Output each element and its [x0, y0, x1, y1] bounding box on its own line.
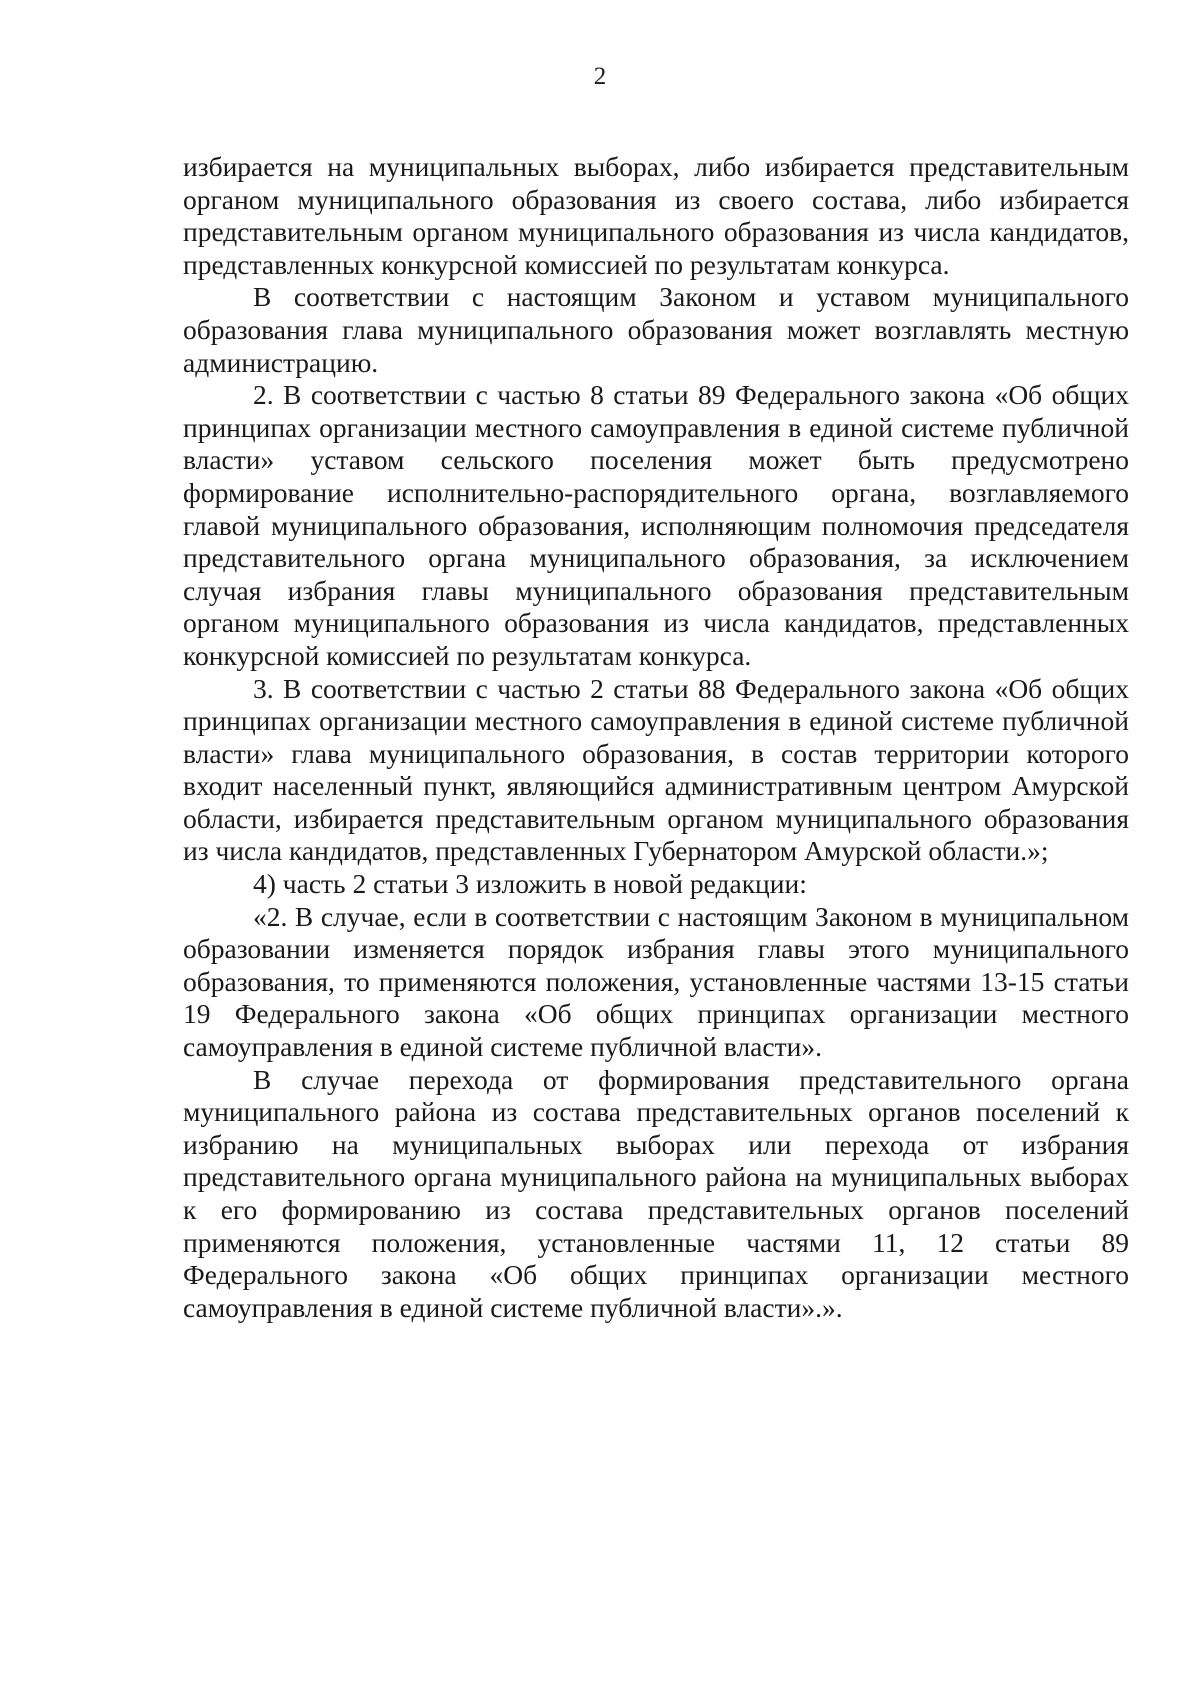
paragraph: В случае перехода от формирования представительного органа муниципального района из состава представительных органов поселений к избранию на муниципальных выборах или перехода от избрания представительного органа муниципального района на муниципальных выборах к его формированию из состава представительных органов поселений применяются положения, установленные частями 11, 12 статьи 89 Федерального закона «Об общих принципах организации местного самоуправления в единой системе публичной власти».». — [183, 1063, 1129, 1323]
paragraph: В соответствии с настоящим Законом и уставом муниципального образования глава муниципального образования может возглавлять местную администрацию. — [183, 281, 1129, 378]
paragraph: «2. В случае, если в соответствии с настоящим Законом в муниципальном образовании изменяется порядок избрания главы этого муниципального образования, то применяются положения, установленные частями 13-15 статьи 19 Федерального закона «Об общих принципах организации местного самоуправления в единой системе публичной власти». — [183, 900, 1129, 1063]
paragraph-item-2: 2. В соответствии с частью 8 статьи 89 Федерального закона «Об общих принципах организации местного самоуправления в единой системе публичной власти» уставом сельского поселения может быть предусмотрено формирование исполнительно-распорядительного органа, возглавляемого главой муниципального образования, исполняющим полномочия председателя представительного органа муниципального образования, за исключением случая избрания главы муниципального образования представительным органом муниципального образования из числа кандидатов, представленных конкурсной комиссией по результатам конкурса. — [183, 379, 1129, 671]
page-number: 2 — [593, 63, 607, 90]
paragraph-item-3: 3. В соответствии с частью 2 статьи 88 Федерального закона «Об общих принципах организации местного самоуправления в единой системе публичной власти» глава муниципального образования, в состав территории которого входит населенный пункт, являющийся административным центром Амурской области, избирается представительным органом муниципального образования из числа кандидатов, представленных Губернатором Амурской области.»; — [183, 672, 1129, 867]
paragraph-item-4: 4) часть 2 статьи 3 изложить в новой редакции: — [253, 868, 807, 900]
document-body — [183, 151, 1129, 1324]
paragraph: избирается на муниципальных выборах, либо избирается представительным органом муниципального образования из своего состава, либо избирается представительным органом муниципального образования из числа кандидатов, представленных конкурсной комиссией по результатам конкурса. — [183, 151, 1129, 280]
